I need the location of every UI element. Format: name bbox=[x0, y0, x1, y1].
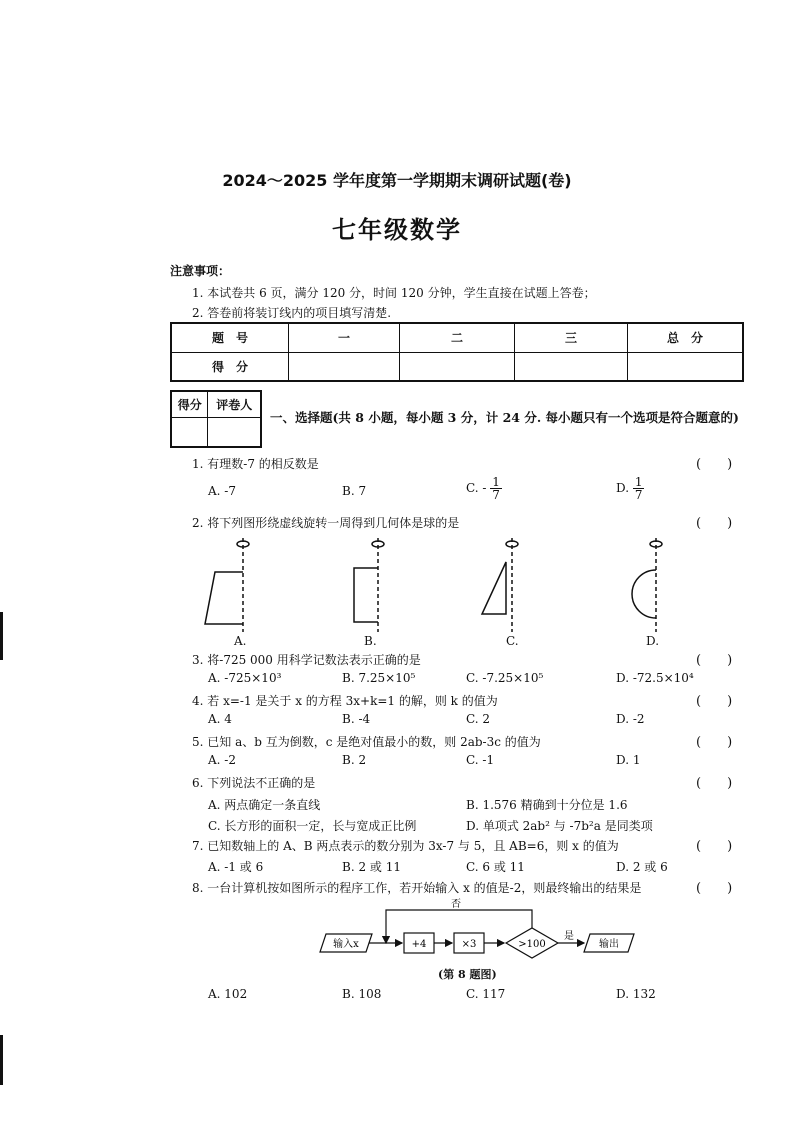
q2-figure-d[interactable] bbox=[632, 538, 662, 632]
question-5-stem: 5. 已知 a、b 互为倒数，c 是绝对值最小的数，则 2ab-3c 的值为 bbox=[192, 735, 541, 749]
q7-option-c[interactable]: C. 6 或 11 bbox=[466, 860, 525, 874]
question-7-stem: 7. 已知数轴上的 A、B 两点表示的数分别为 3x-7 与 5，且 AB=6，则 x 的值为 bbox=[192, 839, 619, 853]
score-table-header-cell: 总 分 bbox=[628, 323, 744, 352]
grader-name-label: 评卷人 bbox=[208, 391, 261, 417]
q1-option-d[interactable] bbox=[616, 476, 644, 501]
denominator: 7 bbox=[492, 488, 500, 502]
q4-option-a[interactable]: A. 4 bbox=[208, 712, 232, 726]
q2-figure-a[interactable] bbox=[205, 538, 249, 632]
answer-paren[interactable]: ( ) bbox=[696, 881, 733, 896]
flow-yes-label: 是 bbox=[564, 931, 574, 942]
question-3-stem: 3. 将-725 000 用科学记数法表示正确的是 bbox=[192, 653, 421, 667]
notice-item-1: 1. 本试卷共 6 页，满分 120 分，时间 120 分钟，学生直接在试题上答卷； bbox=[192, 286, 596, 300]
q5-option-b[interactable]: B. 2 bbox=[342, 753, 367, 767]
answer-paren[interactable]: ( ) bbox=[696, 839, 733, 854]
grader-score-label: 得分 bbox=[171, 391, 208, 417]
question-8-stem: 8. 一台计算机按如图所示的程序工作，若开始输入 x 的值是-2，则最终输出的结果是 bbox=[192, 881, 642, 895]
grader-name-cell[interactable] bbox=[208, 417, 261, 447]
score-row-label: 得 分 bbox=[171, 352, 289, 381]
q3-option-a[interactable]: A. -725×10³ bbox=[208, 671, 282, 685]
flow-multiply-label: ×3 bbox=[461, 939, 477, 950]
answer-paren[interactable]: ( ) bbox=[696, 694, 733, 709]
answer-paren[interactable]: ( ) bbox=[696, 653, 733, 668]
score-table-header-cell: 题 号 bbox=[171, 323, 289, 352]
score-table bbox=[170, 322, 744, 382]
exam-title: 2024～2025 学年度第一学期期末调研试题(卷) bbox=[222, 171, 572, 190]
q6-option-a[interactable]: A. 两点确定一条直线 bbox=[208, 798, 321, 812]
q2-label-a[interactable]: A. bbox=[234, 634, 247, 648]
fraction bbox=[490, 476, 502, 501]
q6-option-b[interactable]: B. 1.576 精确到十分位是 1.6 bbox=[466, 798, 628, 812]
score-table-header-cell: 三 bbox=[515, 323, 628, 352]
q6-option-c[interactable]: C. 长方形的面积一定，长与宽成正比例 bbox=[208, 819, 417, 833]
answer-paren[interactable]: ( ) bbox=[696, 735, 733, 750]
answer-paren[interactable]: ( ) bbox=[696, 457, 733, 472]
numerator: 1 bbox=[634, 475, 643, 489]
q1-option-b[interactable]: B. 7 bbox=[342, 484, 367, 498]
answer-paren[interactable]: ( ) bbox=[696, 776, 733, 791]
score-cell[interactable] bbox=[628, 352, 744, 381]
exam-subject: 七年级数学 bbox=[332, 216, 462, 244]
grader-box bbox=[170, 390, 262, 448]
flow-condition-label: >100 bbox=[518, 939, 546, 950]
q8-option-d[interactable]: D. 132 bbox=[616, 987, 656, 1001]
q5-option-c[interactable]: C. -1 bbox=[466, 753, 495, 767]
q3-option-d[interactable]: D. -72.5×10⁴ bbox=[616, 671, 694, 685]
fraction bbox=[633, 476, 645, 501]
flow-input-label: 输入x bbox=[333, 939, 359, 950]
score-table-header-cell: 一 bbox=[289, 323, 400, 352]
notice-item-2: 2. 答卷前将装订线内的项目填写清楚. bbox=[192, 306, 392, 320]
question-6-stem: 6. 下列说法不正确的是 bbox=[192, 776, 316, 790]
score-table-header-cell: 二 bbox=[400, 323, 515, 352]
binding-line-mark bbox=[0, 612, 3, 660]
q4-option-b[interactable]: B. -4 bbox=[342, 712, 371, 726]
q4-option-c[interactable]: C. 2 bbox=[466, 712, 491, 726]
q7-option-a[interactable]: A. -1 或 6 bbox=[208, 860, 264, 874]
q3-option-c[interactable]: C. -7.25×10⁵ bbox=[466, 671, 544, 685]
q1-option-d-prefix: D. bbox=[616, 481, 630, 495]
q8-option-c[interactable]: C. 117 bbox=[466, 987, 506, 1001]
q1-option-a[interactable]: A. -7 bbox=[208, 484, 236, 498]
grader-score-cell[interactable] bbox=[171, 417, 208, 447]
score-cell[interactable] bbox=[515, 352, 628, 381]
q2-figure-b[interactable] bbox=[354, 538, 384, 632]
q6-option-d[interactable]: D. 单项式 2ab² 与 -7b²a 是同类项 bbox=[466, 819, 653, 833]
q4-option-d[interactable]: D. -2 bbox=[616, 712, 645, 726]
q8-figure-caption: (第 8 题图) bbox=[438, 968, 497, 981]
flow-no-label: 否 bbox=[451, 899, 461, 910]
q2-label-c[interactable]: C. bbox=[506, 634, 519, 648]
flow-output-label: 输出 bbox=[599, 939, 619, 950]
q5-option-d[interactable]: D. 1 bbox=[616, 753, 641, 767]
q7-option-d[interactable]: D. 2 或 6 bbox=[616, 860, 668, 874]
question-4-stem: 4. 若 x=-1 是关于 x 的方程 3x+k=1 的解，则 k 的值为 bbox=[192, 694, 498, 708]
q2-figures bbox=[190, 532, 710, 648]
q1-option-c[interactable] bbox=[466, 476, 502, 501]
q7-option-b[interactable]: B. 2 或 11 bbox=[342, 860, 401, 874]
q5-option-a[interactable]: A. -2 bbox=[208, 753, 236, 767]
q8-flowchart bbox=[316, 896, 646, 966]
denominator: 7 bbox=[634, 488, 643, 502]
score-cell[interactable] bbox=[400, 352, 515, 381]
question-2-stem: 2. 将下列图形绕虚线旋转一周得到几何体是球的是 bbox=[192, 516, 460, 530]
binding-line-mark bbox=[0, 1035, 3, 1085]
q8-option-b[interactable]: B. 108 bbox=[342, 987, 382, 1001]
q2-label-b[interactable]: B. bbox=[364, 634, 377, 648]
score-cell[interactable] bbox=[289, 352, 400, 381]
q1-option-c-prefix: C. - bbox=[466, 481, 487, 495]
answer-paren[interactable]: ( ) bbox=[696, 516, 733, 531]
notice-heading: 注意事项： bbox=[170, 264, 231, 278]
q8-option-a[interactable]: A. 102 bbox=[208, 987, 248, 1001]
numerator: 1 bbox=[492, 475, 500, 489]
q2-label-d[interactable]: D. bbox=[646, 634, 660, 648]
q2-figure-c[interactable] bbox=[482, 538, 518, 632]
q3-option-b[interactable]: B. 7.25×10⁵ bbox=[342, 671, 416, 685]
section-1-heading: 一、选择题(共 8 小题，每小题 3 分，计 24 分. 每小题只有一个选项是符合题意的) bbox=[270, 410, 739, 425]
flow-add-label: +4 bbox=[411, 939, 427, 950]
question-1-stem: 1. 有理数-7 的相反数是 bbox=[192, 457, 319, 471]
